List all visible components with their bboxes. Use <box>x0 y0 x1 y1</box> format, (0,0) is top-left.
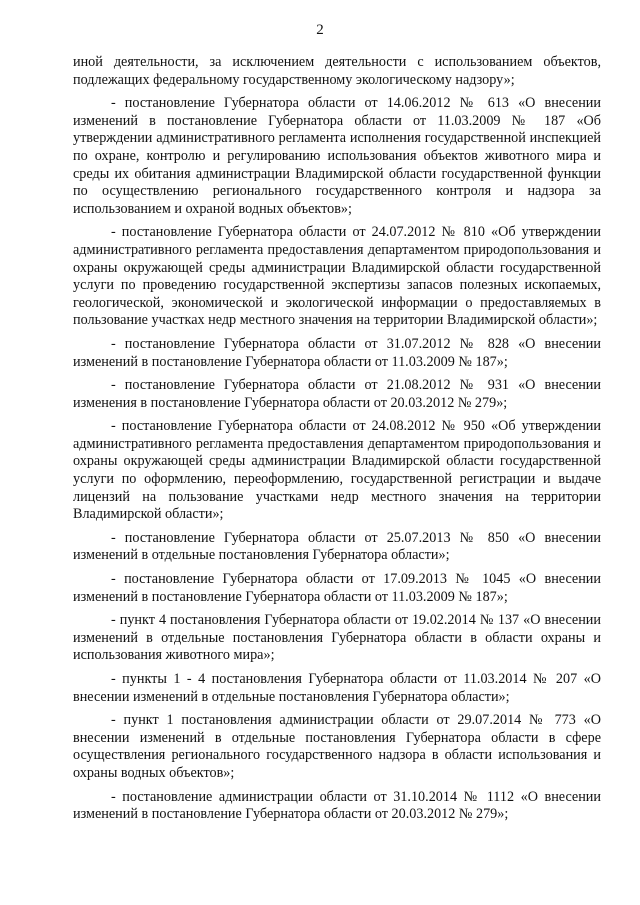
list-item: - постановление Губернатора области от 17.09.2013 № 1045 «О внесении изменений в постановление Губернатора области от 11.03.2009 № 187»; <box>73 571 601 605</box>
list-item: - постановление Губернатора области от 24.07.2012 № 810 «Об утверждении административного регламента предоставления департаментом природопользования и охраны окружающей среды администрации Владимирской области государственной услуги по проведению государственной экспертизы запасов полезных ископаемых, геологической, экономической и экологической информации о предоставляемых в пользование участках недр местного значения на территории Владимирской области»; <box>73 224 601 329</box>
list-item: - пункт 4 постановления Губернатора области от 19.02.2014 № 137 «О внесении изменений в отдельные постановления Губернатора области в области охраны и использования животного мира»; <box>73 612 601 664</box>
list-item: - постановление администрации области от 31.10.2014 № 1112 «О внесении изменений в постановление Губернатора области от 20.03.2012 № 279»; <box>73 788 601 823</box>
list-item: - пункты 1 - 4 постановления Губернатора области от 11.03.2014 № 207 «О внесении изменений в отдельные постановления Губернатора области»; <box>73 671 601 705</box>
document-body <box>73 54 601 830</box>
list-item: - постановление Губернатора области от 21.08.2012 № 931 «О внесении изменения в постановление Губернатора области от 20.03.2012 № 279»; <box>73 377 601 411</box>
list-item: - пункт 1 постановления администрации области от 29.07.2014 № 773 «О внесении изменений в отдельные постановления Губернатора области в сфере осуществления регионального государственного надзора в области использования и охраны водных объектов»; <box>73 712 601 781</box>
list-item: - постановление Губернатора области от 31.07.2012 № 828 «О внесении изменений в постановление Губернатора области от 11.03.2009 № 187»; <box>73 335 601 370</box>
list-item: - постановление Губернатора области от 25.07.2013 № 850 «О внесении изменений в отдельные постановления Губернатора области»; <box>73 529 601 564</box>
list-item: - постановление Губернатора области от 14.06.2012 № 613 «О внесении изменений в постановление Губернатора области от 11.03.2009 № 187 «Об утверждении административного регламента исполнения государственной инспекцией по охране, контролю и регулированию использования объектов животного мира и среды их обитания администрации Владимирской области государственной функции по осуществлению регионального государственного контроля и надзора за использованием и охраной водных объектов»; <box>73 95 601 217</box>
page-number: 2 <box>316 22 324 38</box>
list-item: - постановление Губернатора области от 24.08.2012 № 950 «Об утверждении административного регламента предоставления департаментом природопользования и охраны окружающей среды администрации Владимирской области государственной услуги по оформлению, переоформлению, государственной регистрации и выдаче лицензий на пользование участками недр местного значения на территории Владимирской области»; <box>73 418 601 523</box>
paragraph-continuation: иной деятельности, за исключением деятельности с использованием объектов, подлежащих федеральному государственному экологическому надзору»; <box>73 54 601 88</box>
